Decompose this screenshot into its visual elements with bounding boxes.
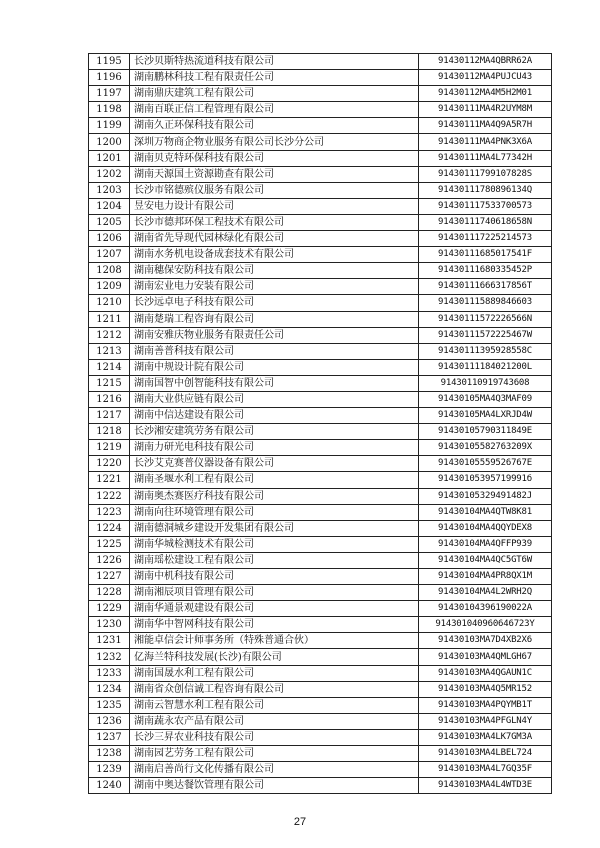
row-number-cell: 1228 xyxy=(89,585,130,601)
table-row xyxy=(89,118,552,134)
company-name-cell: 长沙远卓电子科技有限公司 xyxy=(130,295,419,311)
company-name-cell: 湖南安雅庆物业服务有限责任公司 xyxy=(130,327,419,343)
credit-code-cell: 91430111184021200L xyxy=(419,359,552,375)
company-name-cell: 湖南园艺劳务工程有限公司 xyxy=(130,746,419,762)
row-number-cell: 1227 xyxy=(89,569,130,585)
row-number-cell: 1205 xyxy=(89,214,130,230)
company-name-cell: 湖南华通景观建设有限公司 xyxy=(130,601,419,617)
company-name-cell: 湘能卓信会计师事务所（特殊普通合伙） xyxy=(130,633,419,649)
row-number-cell: 1197 xyxy=(89,86,130,102)
row-number-cell: 1196 xyxy=(89,70,130,86)
credit-code-cell: 91430104MA4L2WRH2Q xyxy=(419,585,552,601)
table-row xyxy=(89,440,552,456)
row-number-cell: 1232 xyxy=(89,649,130,665)
credit-code-cell: 91430104MA4QFFP939 xyxy=(419,536,552,552)
company-name-cell: 湖南中信达建设有限公司 xyxy=(130,408,419,424)
row-number-cell: 1209 xyxy=(89,279,130,295)
table-row xyxy=(89,231,552,247)
company-name-cell: 亿海兰特科技发展(长沙)有限公司 xyxy=(130,649,419,665)
row-number-cell: 1219 xyxy=(89,440,130,456)
table-row xyxy=(89,633,552,649)
credit-code-cell: 91430112MA4QBRR62A xyxy=(419,54,552,70)
credit-code-cell: 91430103MA4Q5MR152 xyxy=(419,681,552,697)
credit-code-cell: 91430103MA7D4XB2X6 xyxy=(419,633,552,649)
company-name-cell: 湖南水务机电设备成套技术有限公司 xyxy=(130,247,419,263)
table-body xyxy=(89,54,552,794)
company-name-cell: 长沙湘安建筑劳务有限公司 xyxy=(130,424,419,440)
table-row xyxy=(89,343,552,359)
table-row xyxy=(89,456,552,472)
table-row xyxy=(89,472,552,488)
table-row xyxy=(89,552,552,568)
table-row xyxy=(89,311,552,327)
row-number-cell: 1217 xyxy=(89,408,130,424)
table-row xyxy=(89,359,552,375)
row-number-cell: 1206 xyxy=(89,231,130,247)
table-row xyxy=(89,729,552,745)
company-name-cell: 湖南省众创信诚工程咨询有限公司 xyxy=(130,681,419,697)
table-row xyxy=(89,198,552,214)
row-number-cell: 1230 xyxy=(89,617,130,633)
row-number-cell: 1204 xyxy=(89,198,130,214)
credit-code-cell: 91430103MA4PQYMB1T xyxy=(419,697,552,713)
row-number-cell: 1221 xyxy=(89,472,130,488)
credit-code-cell: 91430111666317856T xyxy=(419,279,552,295)
credit-code-cell: 91430103MA4L7GQ35F xyxy=(419,762,552,778)
company-name-cell: 湖南国晟水利工程有限公司 xyxy=(130,665,419,681)
credit-code-cell: 91430112MA4PUJCU43 xyxy=(419,70,552,86)
table-row xyxy=(89,102,552,118)
row-number-cell: 1223 xyxy=(89,504,130,520)
credit-code-cell: 91430110919743608 xyxy=(419,375,552,391)
credit-code-cell: 91430105MA4LXRJD4W xyxy=(419,408,552,424)
row-number-cell: 1207 xyxy=(89,247,130,263)
company-name-cell: 湖南中规设计院有限公司 xyxy=(130,359,419,375)
row-number-cell: 1198 xyxy=(89,102,130,118)
company-list-table xyxy=(88,53,552,794)
company-name-cell: 长沙贝斯特热流道科技有限公司 xyxy=(130,54,419,70)
company-name-cell: 深圳万物商企物业服务有限公司长沙分公司 xyxy=(130,134,419,150)
row-number-cell: 1201 xyxy=(89,150,130,166)
credit-code-cell: 91430111395928558C xyxy=(419,343,552,359)
table-row xyxy=(89,70,552,86)
credit-code-cell: 91430104396190022A xyxy=(419,601,552,617)
company-name-cell: 长沙市铭德殡仪服务有限公司 xyxy=(130,182,419,198)
credit-code-cell: 91430111572225467W xyxy=(419,327,552,343)
credit-code-cell: 91430104MA4QC5GT6W xyxy=(419,552,552,568)
credit-code-cell: 91430105329491482J xyxy=(419,488,552,504)
company-name-cell: 湖南中奥达餐饮管理有限公司 xyxy=(130,778,419,794)
row-number-cell: 1199 xyxy=(89,118,130,134)
credit-code-cell: 91430103MA4QGAUN1C xyxy=(419,665,552,681)
row-number-cell: 1215 xyxy=(89,375,130,391)
company-name-cell: 湖南德洞城乡建设开发集团有限公司 xyxy=(130,520,419,536)
company-name-cell: 长沙市德邦环保工程技术有限公司 xyxy=(130,214,419,230)
credit-code-cell: 91430111588984660З xyxy=(419,295,552,311)
credit-code-cell: 91430103MA4L4WTD3E xyxy=(419,778,552,794)
row-number-cell: 1234 xyxy=(89,681,130,697)
table-row xyxy=(89,86,552,102)
company-name-cell: 湖南湘辰项目管理有限公司 xyxy=(130,585,419,601)
company-name-cell: 湖南大业供应链有限公司 xyxy=(130,391,419,407)
table-row xyxy=(89,778,552,794)
table-row xyxy=(89,54,552,70)
table-row xyxy=(89,697,552,713)
row-number-cell: 1235 xyxy=(89,697,130,713)
table-row xyxy=(89,681,552,697)
row-number-cell: 1238 xyxy=(89,746,130,762)
credit-code-cell: 91430105395719991б xyxy=(419,472,552,488)
row-number-cell: 1236 xyxy=(89,713,130,729)
credit-code-cell: 91430111685017541F xyxy=(419,247,552,263)
table-row xyxy=(89,488,552,504)
company-name-cell: 湖南省先导现代园林绿化有限公司 xyxy=(130,231,419,247)
company-name-cell: 昱安电力设计有限公司 xyxy=(130,198,419,214)
table-row xyxy=(89,504,552,520)
table-row xyxy=(89,617,552,633)
row-number-cell: 1226 xyxy=(89,552,130,568)
credit-code-cell: 91430103MA4LK7GM3A xyxy=(419,729,552,745)
table-row xyxy=(89,134,552,150)
table-row xyxy=(89,295,552,311)
company-name-cell: 湖南启善尚行文化传播有限公司 xyxy=(130,762,419,778)
row-number-cell: 1203 xyxy=(89,182,130,198)
table-row xyxy=(89,762,552,778)
credit-code-cell: 91430111MA4Q9A5R7H xyxy=(419,118,552,134)
row-number-cell: 1222 xyxy=(89,488,130,504)
company-name-cell: 湖南中机科技有限公司 xyxy=(130,569,419,585)
row-number-cell: 1218 xyxy=(89,424,130,440)
company-name-cell: 湖南向往环境管理有限公司 xyxy=(130,504,419,520)
row-number-cell: 1216 xyxy=(89,391,130,407)
table-row xyxy=(89,327,552,343)
company-name-cell: 湖南瑶松建设工程有限公司 xyxy=(130,552,419,568)
company-name-cell: 湖南奥杰赛医疗科技有限公司 xyxy=(130,488,419,504)
row-number-cell: 1239 xyxy=(89,762,130,778)
company-name-cell: 湖南宏业电力安装有限公司 xyxy=(130,279,419,295)
table-row xyxy=(89,214,552,230)
row-number-cell: 1210 xyxy=(89,295,130,311)
row-number-cell: 1208 xyxy=(89,263,130,279)
table-row xyxy=(89,375,552,391)
table-row xyxy=(89,408,552,424)
table-row xyxy=(89,569,552,585)
credit-code-cell: 91430111MA4L77342H xyxy=(419,150,552,166)
table-row xyxy=(89,424,552,440)
company-name-cell: 长沙艾克赛普仪器设备有限公司 xyxy=(130,456,419,472)
company-name-cell: 湖南鼎庆建筑工程有限公司 xyxy=(130,86,419,102)
company-name-cell: 湖南鹏林科技工程有限责任公司 xyxy=(130,70,419,86)
page-number: 27 xyxy=(293,816,307,828)
credit-code-cell: 91430112MA4M5H2M01 xyxy=(419,86,552,102)
row-number-cell: 1212 xyxy=(89,327,130,343)
table-row xyxy=(89,520,552,536)
credit-code-cell: 91430103MA4QMLGH67 xyxy=(419,649,552,665)
table-row xyxy=(89,536,552,552)
company-name-cell: 湖南华中智网科技有限公司 xyxy=(130,617,419,633)
company-name-cell: 湖南圣堰水利工程有限公司 xyxy=(130,472,419,488)
credit-code-cell: 91430104MA4QQYDEX8 xyxy=(419,520,552,536)
credit-code-cell: 91430111753370057З xyxy=(419,198,552,214)
row-number-cell: 1200 xyxy=(89,134,130,150)
company-name-cell: 湖南蔬永农产品有限公司 xyxy=(130,713,419,729)
row-number-cell: 1229 xyxy=(89,601,130,617)
credit-code-cell: 91430111572226566N xyxy=(419,311,552,327)
company-name-cell: 湖南穗保安防科技有限公司 xyxy=(130,263,419,279)
company-name-cell: 湖南善普科技有限公司 xyxy=(130,343,419,359)
credit-code-cell: 91430104MA4PR8QX1M xyxy=(419,569,552,585)
credit-code-cell: 91430105MA4Q3MAF09 xyxy=(419,391,552,407)
credit-code-cell: 91430111MA4R2UYM8M xyxy=(419,102,552,118)
company-name-cell: 湖南楚瑞工程咨询有限公司 xyxy=(130,311,419,327)
company-name-cell: 湖南贝克特环保科技有限公司 xyxy=(130,150,419,166)
table-row xyxy=(89,279,552,295)
table-row xyxy=(89,665,552,681)
row-number-cell: 1240 xyxy=(89,778,130,794)
table-row xyxy=(89,166,552,182)
company-name-cell: 湖南云智慧水利工程有限公司 xyxy=(130,697,419,713)
credit-code-cell: 91430105559526767E xyxy=(419,456,552,472)
company-name-cell: 湖南国智中创智能科技有限公司 xyxy=(130,375,419,391)
table-row xyxy=(89,649,552,665)
credit-code-cell: 91430105582763209X xyxy=(419,440,552,456)
credit-code-cell: 91430111799107828S xyxy=(419,166,552,182)
row-number-cell: 1225 xyxy=(89,536,130,552)
table-row xyxy=(89,746,552,762)
credit-code-cell: 91430111MA4PNK3X6A xyxy=(419,134,552,150)
company-name-cell: 长沙三昇农业科技有限公司 xyxy=(130,729,419,745)
company-name-cell: 湖南天源国土资源勘查有限公司 xyxy=(130,166,419,182)
credit-code-cell: 91430111722521457З xyxy=(419,231,552,247)
row-number-cell: 1220 xyxy=(89,456,130,472)
table-row xyxy=(89,585,552,601)
table-row xyxy=(89,247,552,263)
row-number-cell: 1233 xyxy=(89,665,130,681)
credit-code-cell: 91430111740618658N xyxy=(419,214,552,230)
row-number-cell: 1195 xyxy=(89,54,130,70)
table-row xyxy=(89,182,552,198)
company-name-cell: 湖南华城检测技术有限公司 xyxy=(130,536,419,552)
row-number-cell: 1211 xyxy=(89,311,130,327)
table-row xyxy=(89,150,552,166)
credit-code-cell: 91430111680335452P xyxy=(419,263,552,279)
credit-code-cell: 91430111780896134Q xyxy=(419,182,552,198)
row-number-cell: 1237 xyxy=(89,729,130,745)
table-row xyxy=(89,391,552,407)
credit-code-cell: 91430104096064672ЗY xyxy=(419,617,552,633)
row-number-cell: 1214 xyxy=(89,359,130,375)
table-row xyxy=(89,601,552,617)
credit-code-cell: 91430104MA4QTW8K81 xyxy=(419,504,552,520)
company-name-cell: 湖南百联正信工程管理有限公司 xyxy=(130,102,419,118)
company-name-cell: 湖南力研光电科技有限公司 xyxy=(130,440,419,456)
credit-code-cell: 91430103MA4LBEL724 xyxy=(419,746,552,762)
credit-code-cell: 91430105790311849E xyxy=(419,424,552,440)
company-name-cell: 湖南久正环保科技有限公司 xyxy=(130,118,419,134)
table-row xyxy=(89,263,552,279)
table-row xyxy=(89,713,552,729)
row-number-cell: 1213 xyxy=(89,343,130,359)
row-number-cell: 1224 xyxy=(89,520,130,536)
row-number-cell: 1231 xyxy=(89,633,130,649)
credit-code-cell: 91430103MA4PFGLN4Y xyxy=(419,713,552,729)
row-number-cell: 1202 xyxy=(89,166,130,182)
